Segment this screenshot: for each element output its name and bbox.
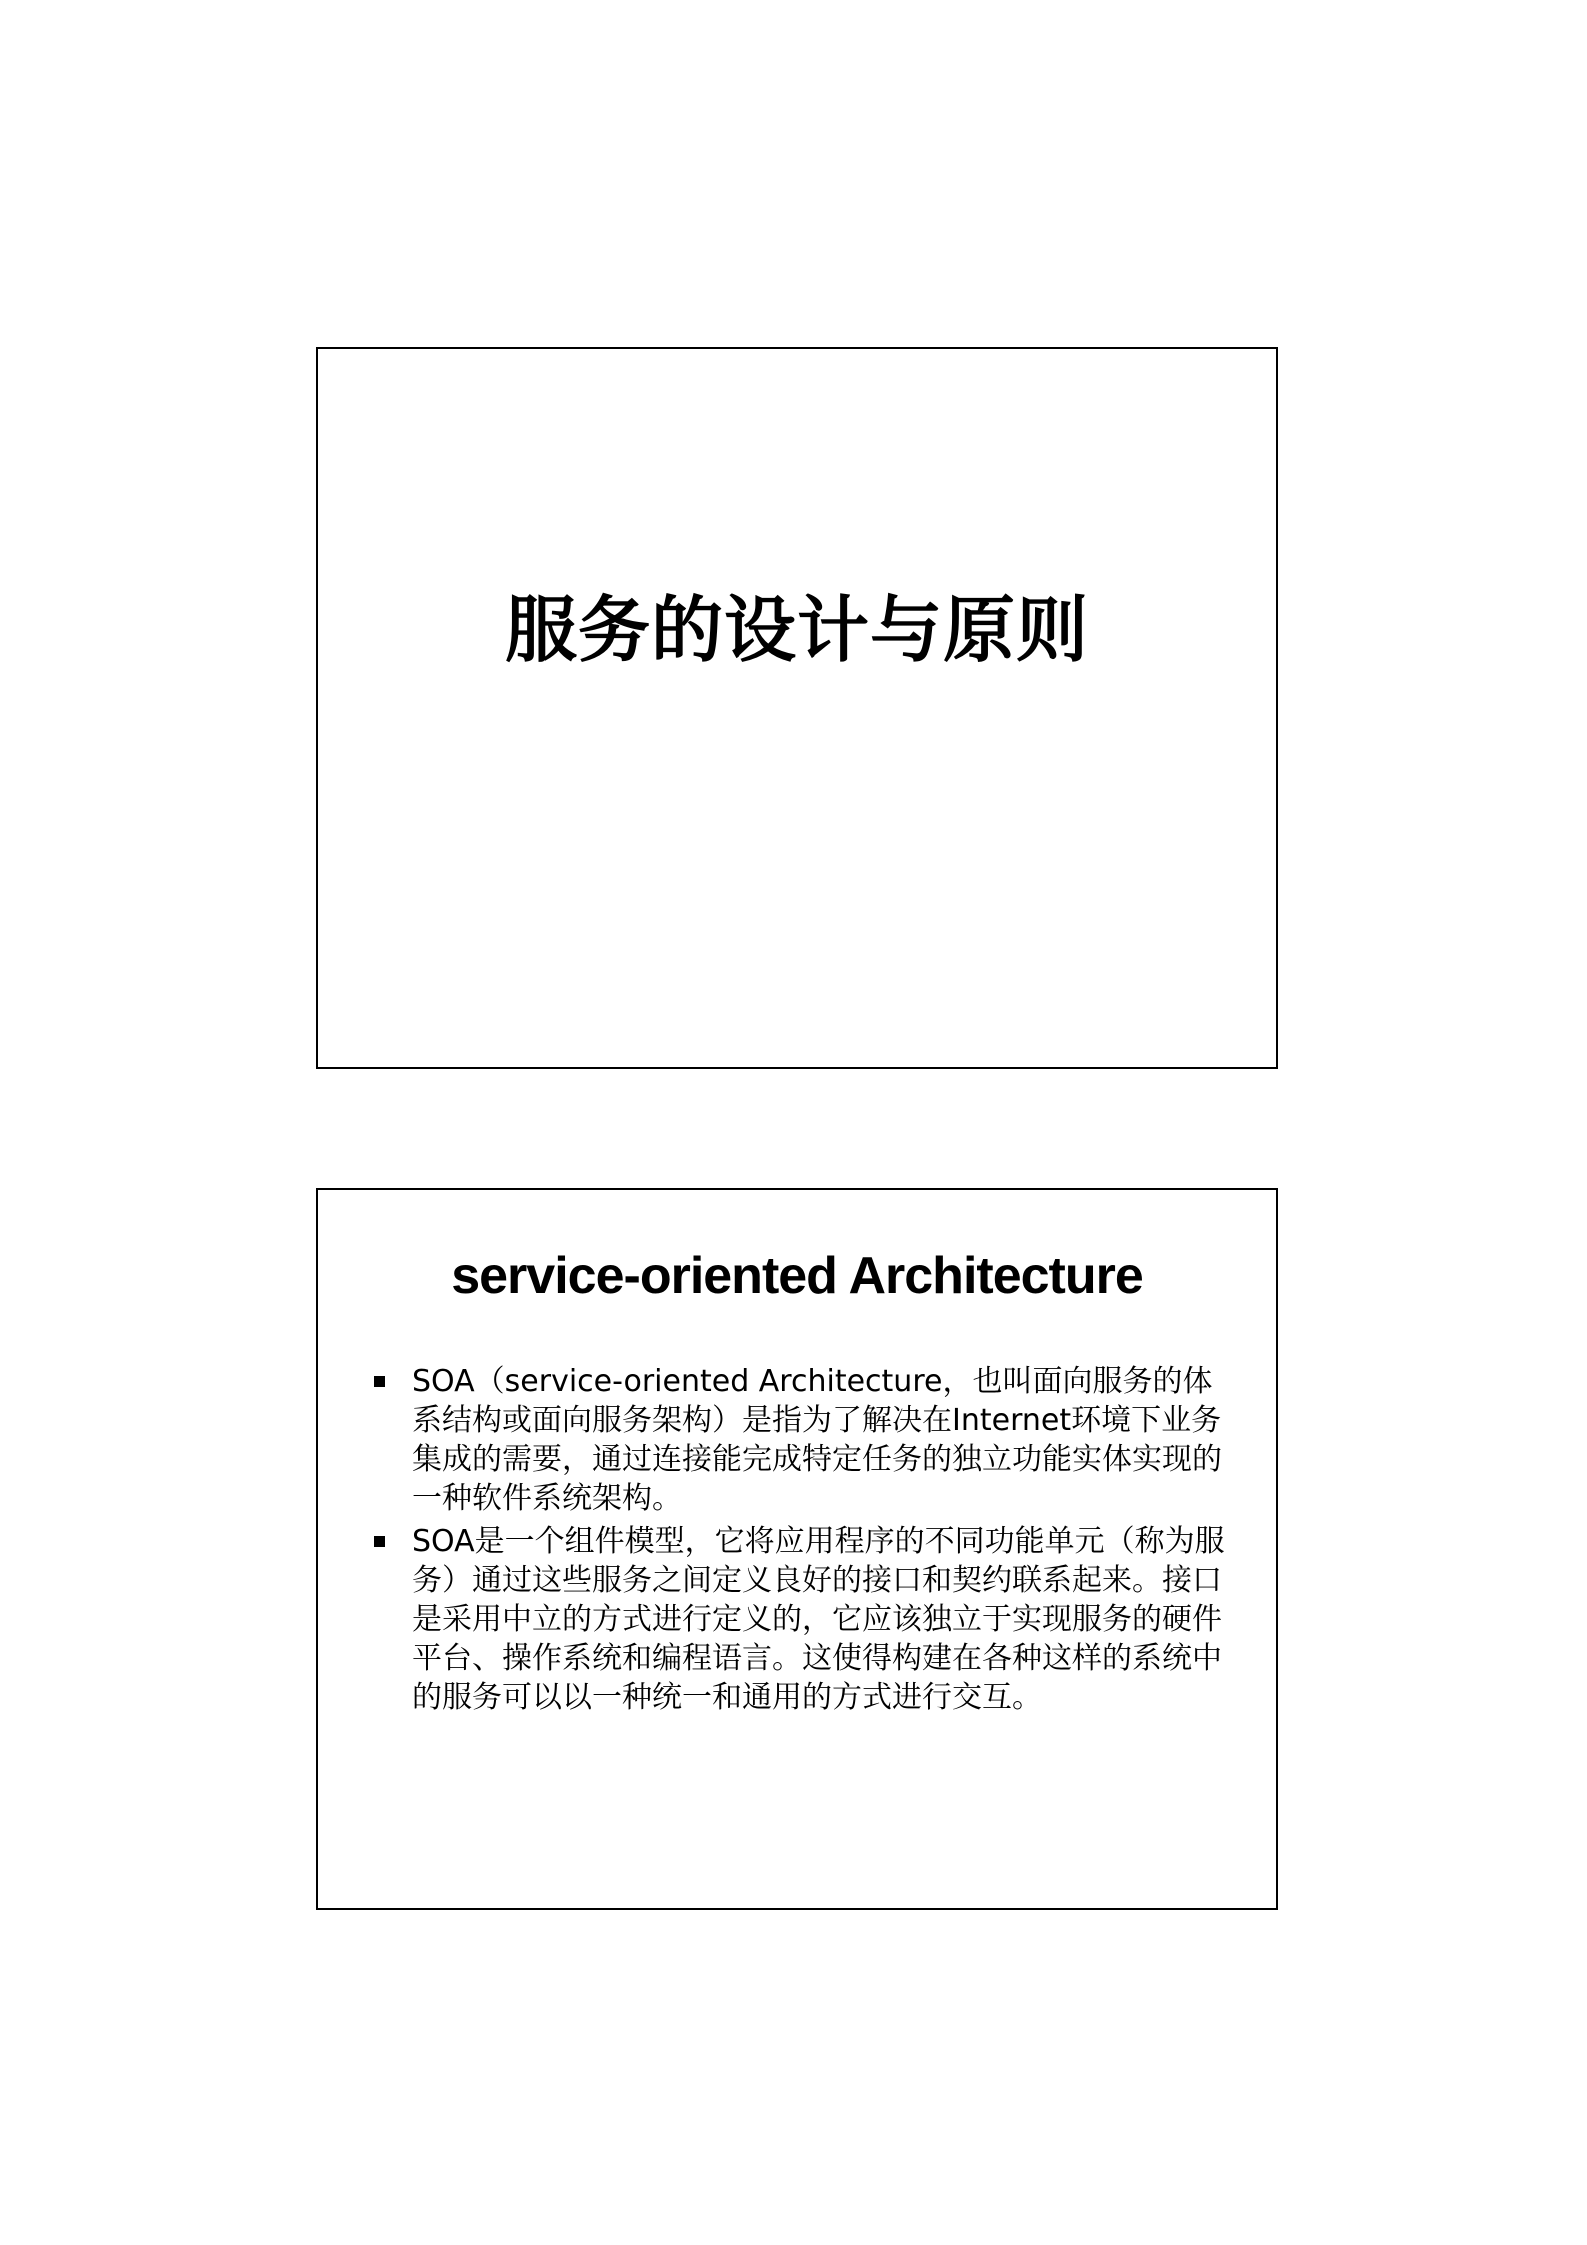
bullet-item [374,1362,1234,1518]
square-bullet-icon [374,1376,385,1387]
slide-title: 服务的设计与原则 [504,588,1089,672]
bullet-text: SOA（service-oriented Architecture，也叫面向服务的体系结构或面向服务架构）是指为了解决在Internet环境下业务集成的需要，通过连接能完成特定任务的独立功能实体实现的一种软件系统架构。 [412,1364,1222,1516]
square-bullet-icon [374,1536,385,1547]
bullet-item [374,1522,1234,1717]
slide-title: service-oriented Architecture [451,1247,1143,1305]
bullet-list [374,1362,1234,1721]
bullet-text: SOA是一个组件模型，它将应用程序的不同功能单元（称为服务）通过这些服务之间定义良好的接口和契约联系起来。接口是采用中立的方式进行定义的，它应该独立于实现服务的硬件平台、操作系统和编程语言。这使得构建在各种这样的系统中的服务可以以一种统一和通用的方式进行交互。 [412,1524,1225,1715]
slide-1 [316,347,1278,1069]
slide-2 [316,1188,1278,1910]
